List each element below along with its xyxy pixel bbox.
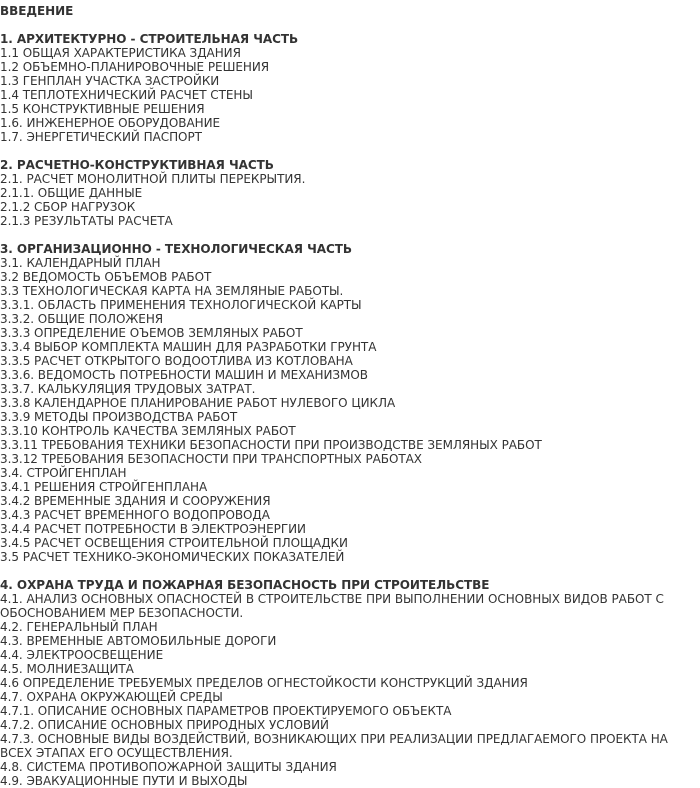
toc-item: 2.1. РАСЧЕТ МОНОЛИТНОЙ ПЛИТЫ ПЕРЕКРЫТИЯ. [0, 172, 306, 186]
toc-item: 2.1.3 РЕЗУЛЬТАТЫ РАСЧЕТА [0, 214, 173, 228]
toc-item: 3.3.9 МЕТОДЫ ПРОИЗВОДСТВА РАБОТ [0, 410, 238, 424]
toc-section [0, 158, 700, 228]
toc-item: 3.3.8 КАЛЕНДАРНОЕ ПЛАНИРОВАНИЕ РАБОТ НУЛЕВОГО ЦИКЛА [0, 396, 396, 410]
toc-item: 4.8. СИСТЕМА ПРОТИВОПОЖАРНОЙ ЗАЩИТЫ ЗДАНИЯ [0, 760, 337, 774]
toc-item: 3.3.3 ОПРЕДЕЛЕНИЕ ОЪЕМОВ ЗЕМЛЯНЫХ РАБОТ [0, 326, 303, 340]
toc-item: 4.5. МОЛНИЕЗАЩИТА [0, 662, 134, 676]
toc-item: 3.3.6. ВЕДОМОСТЬ ПОТРЕБНОСТИ МАШИН И МЕХАНИЗМОВ [0, 368, 368, 382]
toc-item: 4.4. ЭЛЕКТРООСВЕЩЕНИЕ [0, 648, 164, 662]
toc-item: 1.3 ГЕНПЛАН УЧАСТКА ЗАСТРОЙКИ [0, 74, 220, 88]
toc-item: 1.7. ЭНЕРГЕТИЧЕСКИЙ ПАСПОРТ [0, 130, 202, 144]
toc-item: 3.4. СТРОЙГЕНПЛАН [0, 466, 127, 480]
toc-item: 3.3 ТЕХНОЛОГИЧЕСКАЯ КАРТА НА ЗЕМЛЯНЫЕ РАБОТЫ. [0, 284, 344, 298]
toc-item: 3.2 ВЕДОМОСТЬ ОБЪЕМОВ РАБОТ [0, 270, 212, 284]
toc-item: 3.3.1. ОБЛАСТЬ ПРИМЕНЕНИЯ ТЕХНОЛОГИЧЕСКОЙ КАРТЫ [0, 298, 362, 312]
sections-container [0, 32, 700, 788]
toc-item: 3.4.2 ВРЕМЕННЫЕ ЗДАНИЯ И СООРУЖЕНИЯ [0, 494, 271, 508]
toc-item: 1.1 ОБЩАЯ ХАРАКТЕРИСТИКА ЗДАНИЯ [0, 46, 241, 60]
toc-item: 3.3.11 ТРЕБОВАНИЯ ТЕХНИКИ БЕЗОПАСНОСТИ ПРИ ПРОИЗВОДСТВЕ ЗЕМЛЯНЫХ РАБОТ [0, 438, 542, 452]
toc-item: 3.3.7. КАЛЬКУЛЯЦИЯ ТРУДОВЫХ ЗАТРАТ. [0, 382, 256, 396]
toc-item: 1.4 ТЕПЛОТЕХНИЧЕСКИЙ РАСЧЕТ СТЕНЫ [0, 88, 253, 102]
toc-item: 1.5 КОНСТРУКТИВНЫЕ РЕШЕНИЯ [0, 102, 205, 116]
toc-item: 3.4.3 РАСЧЕТ ВРЕМЕННОГО ВОДОПРОВОДА [0, 508, 270, 522]
toc-item: 3.4.4 РАСЧЕТ ПОТРЕБНОСТИ В ЭЛЕКТРОЭНЕРГИИ [0, 522, 306, 536]
toc-item: 2.1.1. ОБЩИЕ ДАННЫЕ [0, 186, 143, 200]
toc-item: 4.9. ЭВАКУАЦИОННЫЕ ПУТИ И ВЫХОДЫ [0, 774, 248, 788]
toc-section [0, 578, 700, 788]
toc-item: 3.3.10 КОНТРОЛЬ КАЧЕСТВА ЗЕМЛЯНЫХ РАБОТ [0, 424, 296, 438]
toc-item: 3.3.2. ОБЩИЕ ПОЛОЖЕНЯ [0, 312, 164, 326]
toc-item: 1.2 ОБЪЕМНО-ПЛАНИРОВОЧНЫЕ РЕШЕНИЯ [0, 60, 270, 74]
toc-item: 4.7. ОХРАНА ОКРУЖАЮЩЕЙ СРЕДЫ [0, 690, 223, 704]
toc-item: 2.1.2 СБОР НАГРУЗОК [0, 200, 136, 214]
toc-item: 4.7.3. ОСНОВНЫЕ ВИДЫ ВОЗДЕЙСТВИЙ, ВОЗНИКАЮЩИХ ПРИ РЕАЛИЗАЦИИ ПРЕДЛАГАЕМОГО ПРОЕКТА НА ВСЕХ ЭТАПАХ ЕГО ОСУЩЕСТВЛЕНИЯ. [0, 732, 668, 760]
toc-item: 3.3.12 ТРЕБОВАНИЯ БЕЗОПАСНОСТИ ПРИ ТРАНСПОРТНЫХ РАБОТАХ [0, 452, 422, 466]
toc-item: 3.1. КАЛЕНДАРНЫЙ ПЛАН [0, 256, 161, 270]
toc-item: 4.2. ГЕНЕРАЛЬНЫЙ ПЛАН [0, 620, 158, 634]
toc-item: 4.1. АНАЛИЗ ОСНОВНЫХ ОПАСНОСТЕЙ В СТРОИТЕЛЬСТВЕ ПРИ ВЫПОЛНЕНИИ ОСНОВНЫХ ВИДОВ РАБОТ С ОБОСНОВАНИЕМ МЕР БЕЗОПАСНОСТИ. [0, 592, 664, 620]
toc-item: 3.4.1 РЕШЕНИЯ СТРОЙГЕНПЛАНА [0, 480, 208, 494]
toc-item: 3.3.5 РАСЧЕТ ОТКРЫТОГО ВОДООТЛИВА ИЗ КОТЛОВАНА [0, 354, 353, 368]
toc-section [0, 32, 700, 144]
toc-item: 4.3. ВРЕМЕННЫЕ АВТОМОБИЛЬНЫЕ ДОРОГИ [0, 634, 277, 648]
section-heading: 4. ОХРАНА ТРУДА И ПОЖАРНАЯ БЕЗОПАСНОСТЬ ПРИ СТРОИТЕЛЬСТВЕ [0, 578, 490, 592]
toc-item: 3.3.4 ВЫБОР КОМПЛЕКТА МАШИН ДЛЯ РАЗРАБОТКИ ГРУНТА [0, 340, 377, 354]
toc-section [0, 242, 700, 564]
section-heading: 2. РАСЧЕТНО-КОНСТРУКТИВНАЯ ЧАСТЬ [0, 158, 274, 172]
toc-item: 4.7.2. ОПИСАНИЕ ОСНОВНЫХ ПРИРОДНЫХ УСЛОВИЙ [0, 718, 329, 732]
toc-item: 3.4.5 РАСЧЕТ ОСВЕЩЕНИЯ СТРОИТЕЛЬНОЙ ПЛОЩАДКИ [0, 536, 348, 550]
toc-item: 4.7.1. ОПИСАНИЕ ОСНОВНЫХ ПАРАМЕТРОВ ПРОЕКТИРУЕМОГО ОБЪЕКТА [0, 704, 452, 718]
section-heading: 3. ОРГАНИЗАЦИОННО - ТЕХНОЛОГИЧЕСКАЯ ЧАСТЬ [0, 242, 352, 256]
intro-heading: ВВЕДЕНИЕ [0, 4, 74, 18]
section-heading: 1. АРХИТЕКТУРНО - СТРОИТЕЛЬНАЯ ЧАСТЬ [0, 32, 299, 46]
toc-item: 4.6 ОПРЕДЕЛЕНИЕ ТРЕБУЕМЫХ ПРЕДЕЛОВ ОГНЕСТОЙКОСТИ КОНСТРУКЦИЙ ЗДАНИЯ [0, 676, 528, 690]
toc-item: 1.6. ИНЖЕНЕРНОЕ ОБОРУДОВАНИЕ [0, 116, 221, 130]
toc-item: 3.5 РАСЧЕТ ТЕХНИКО-ЭКОНОМИЧЕСКИХ ПОКАЗАТЕЛЕЙ [0, 550, 345, 564]
